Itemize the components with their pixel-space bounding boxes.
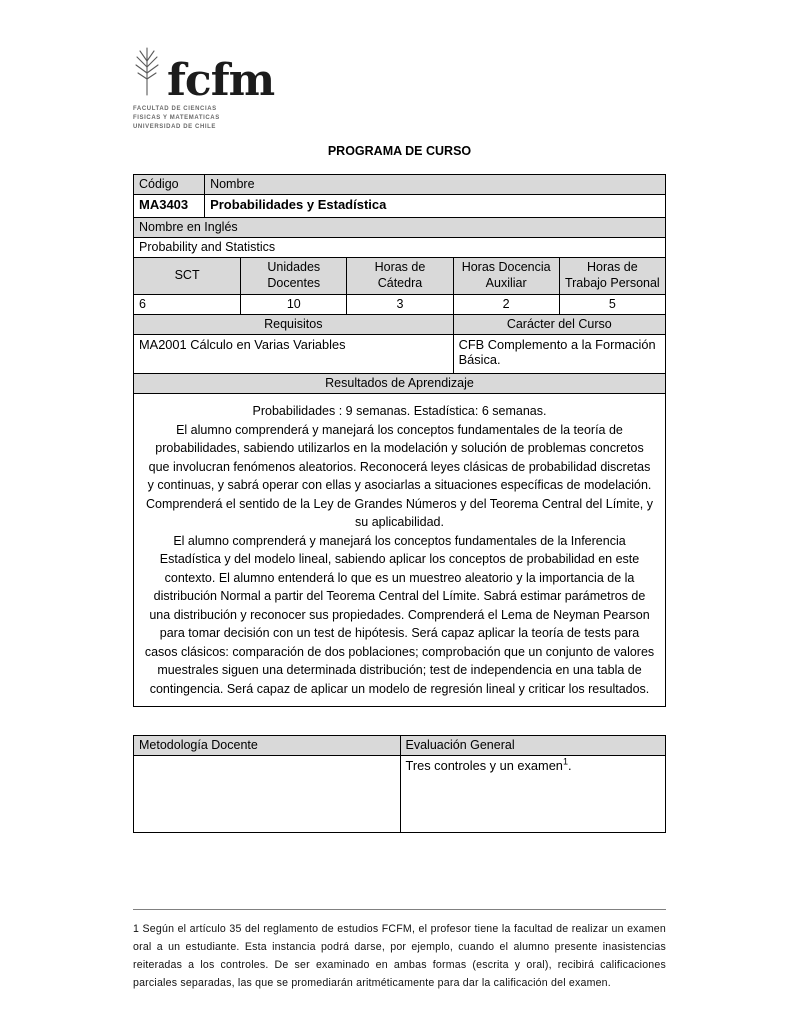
unidades-docentes-value-cell: 10 xyxy=(240,295,346,314)
resultados-header-cell: Resultados de Aprendizaje xyxy=(134,374,665,393)
resultados-paragraph: El alumno comprenderá y manejará los conceptos fundamentales de la teoría de probabilidades, sabiendo utilizarlos en la modelación y solución de problemas concretos que involucran fenómenos aleatorios. Reconocerá leyes clásicas de probabilidad discretas y continuas, y sabrá operar con ellas y asociarlas a situaciones específicas de modelación. Comprenderá el sentido de la Ley de Grandes Números y del Teorema Central del Límite, y su aplicabilidad. xyxy=(146,422,653,529)
footnote-separator xyxy=(133,909,666,910)
methodology-evaluation-table xyxy=(133,735,666,833)
english-name-value-row xyxy=(134,237,665,257)
codigo-header-cell: Código xyxy=(134,175,204,194)
metodologia-header-cell: Metodología Docente xyxy=(134,736,400,755)
requisitos-header-cell: Requisitos xyxy=(134,315,453,334)
course-info-table xyxy=(133,174,666,707)
horas-docencia-auxiliar-value-cell: 2 xyxy=(453,295,559,314)
hours-header-row xyxy=(134,257,665,294)
code-name-value-row xyxy=(134,194,665,217)
hours-value-row xyxy=(134,294,665,314)
horas-docencia-auxiliar-header-cell: Horas Docencia Auxiliar xyxy=(453,258,559,294)
horas-catedra-value-cell: 3 xyxy=(346,295,452,314)
nombre-ingles-header-cell: Nombre en Inglés xyxy=(134,218,665,237)
logo-caption-line: FISICAS Y MATEMATICAS xyxy=(133,115,220,121)
nombre-ingles-value-cell: Probability and Statistics xyxy=(139,240,276,254)
evaluacion-text: Tres controles y un examen xyxy=(405,758,563,773)
horas-trabajo-personal-value-cell: 5 xyxy=(559,295,665,314)
horas-trabajo-personal-header-cell: Horas de Trabajo Personal xyxy=(559,258,665,294)
resultados-body-row xyxy=(134,393,665,706)
evaluacion-content-cell xyxy=(400,756,666,832)
footnote-body: Según el artículo 35 del reglamento de estudios FCFM, el profesor tiene la facultad de realizar un examen oral a un estudiante. Esta instancia podrá darse, por ejemplo, cuando el alumno presente inasistencias reiteradas a los controles. De ser examinado en ambas formas (escrita y oral), recibirá calificaciones parciales separadas, las que se promediarán aritméticamente para dar la calificación del examen. xyxy=(133,923,666,989)
english-name-header-row xyxy=(134,217,665,237)
page-title: PROGRAMA DE CURSO xyxy=(327,144,472,158)
methodology-evaluation-header-row xyxy=(134,736,665,755)
logo-caption-line: UNIVERSIDAD DE CHILE xyxy=(133,124,217,130)
nombre-header-cell: Nombre xyxy=(204,175,665,194)
codigo-value-cell: MA3403 xyxy=(139,197,189,212)
logo-wordmark: fcfm xyxy=(167,55,275,107)
footnote-marker: 1 xyxy=(133,923,140,935)
sct-value-cell: 6 xyxy=(139,297,146,311)
sct-header-cell: SCT xyxy=(134,258,240,294)
resultados-paragraph: Probabilidades : 9 semanas. Estadística: 6 semanas. xyxy=(252,404,547,418)
resultados-paragraph: El alumno comprenderá y manejará los conceptos fundamentales de la Inferencia Estadística y del modelo lineal, sabiendo aplicar los conceptos de probabilidad en este contexto. El alumno entenderá lo que es un muestreo aleatorio y la importancia de la distribución Normal a partir del Teorema Central del Límite. Sabrá estimar parámetros de una distribución y reconocer sus propiedades. Comprenderá el Lema de Neyman Pearson para tomar decisión con un test de hipótesis. Será capaz aplicar la teoría de tests para casos clásicos: comparación de dos poblaciones; comprobación que un conjunto de valores muestrales siguen una determinada distribución; test de independencia en una tabla de contingencia. Será capaz de aplicar un modelo de regresión lineal y criticar los resultados. xyxy=(144,533,655,696)
logo-caption-line: FACULTAD DE CIENCIAS xyxy=(133,106,217,112)
university-tree-icon xyxy=(133,45,161,102)
methodology-evaluation-body-row xyxy=(134,755,665,832)
logo-caption xyxy=(133,105,666,132)
resultados-content-cell xyxy=(134,394,665,706)
requisitos-header-row xyxy=(134,314,665,334)
caracter-value-cell: CFB Complemento a la Formación Básica. xyxy=(453,335,665,373)
footnote-text xyxy=(133,920,666,992)
requisitos-value-cell: MA2001 Cálculo en Varias Variables xyxy=(139,337,346,352)
metodologia-content-cell xyxy=(134,756,400,832)
nombre-value-cell: Probabilidades y Estadística xyxy=(204,195,665,217)
code-name-header-row xyxy=(134,175,665,194)
evaluacion-period: . xyxy=(567,758,572,773)
resultados-header-row xyxy=(134,373,665,393)
fcfm-logo xyxy=(133,45,666,132)
caracter-header-cell: Carácter del Curso xyxy=(453,315,665,334)
evaluacion-header-cell: Evaluación General xyxy=(400,736,666,755)
horas-catedra-header-cell: Horas de Cátedra xyxy=(346,258,452,294)
unidades-docentes-header-cell: Unidades Docentes xyxy=(240,258,346,294)
requisitos-value-row xyxy=(134,334,665,373)
footnote-reference: 1 xyxy=(562,756,568,767)
